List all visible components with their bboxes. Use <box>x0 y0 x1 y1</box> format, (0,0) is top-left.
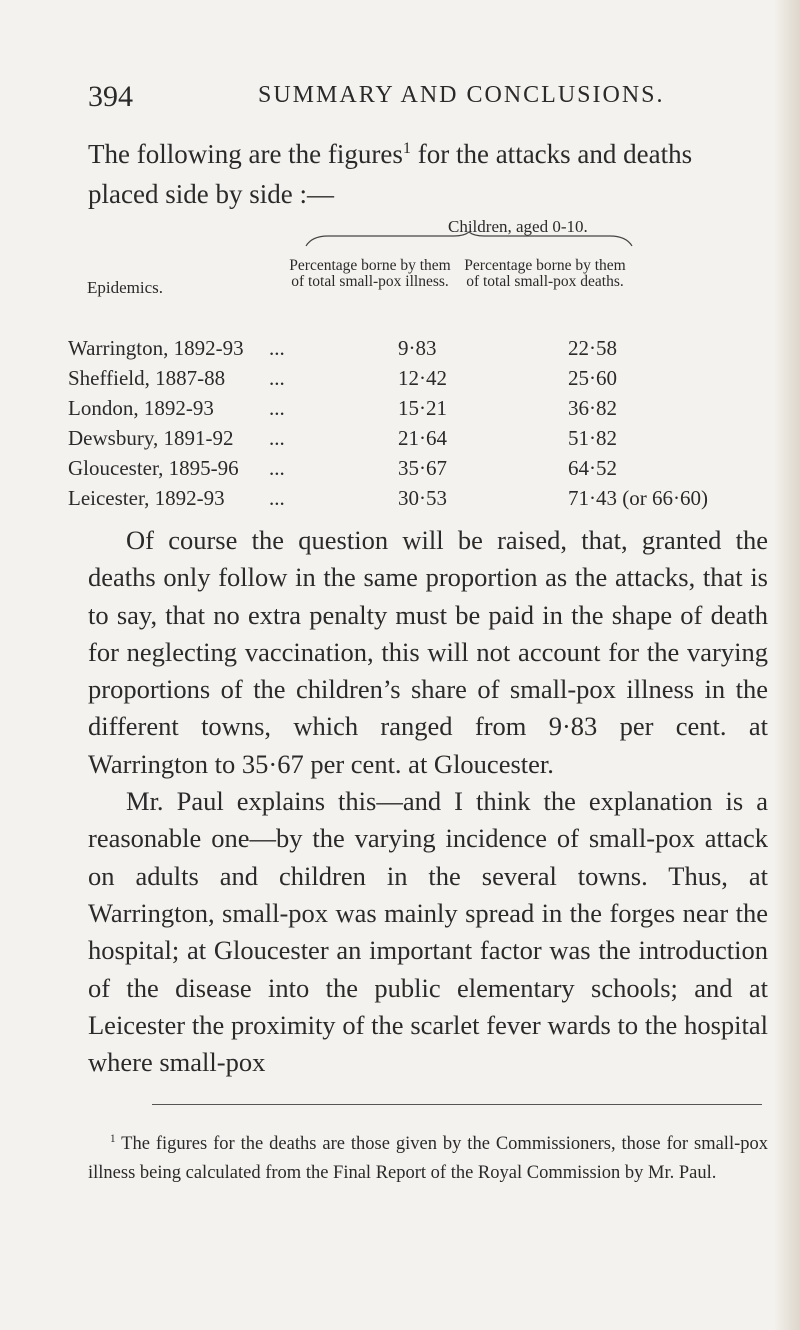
leader-dots: ... <box>269 366 285 390</box>
table-row <box>68 426 788 453</box>
intro-text-continued: for the attacks and deaths placed side by side :— <box>88 139 693 209</box>
illness-value: 21·64 <box>398 426 447 450</box>
page-number: 394 <box>88 80 133 113</box>
intro-text: The following are the figures <box>88 139 403 169</box>
footnote <box>88 1130 768 1187</box>
heading-brace <box>304 232 634 254</box>
town-cell: Gloucester, 1895-96 <box>68 456 239 480</box>
table-row <box>68 366 788 393</box>
deaths-value: 64·52 <box>568 456 617 480</box>
table-row <box>68 396 788 423</box>
deaths-column-heading: Percentage borne by them of total small-pox deaths. <box>464 257 626 290</box>
footnote-rule <box>152 1104 762 1105</box>
town-cell: Dewsbury, 1891-92 <box>68 426 234 450</box>
page-header <box>88 80 728 120</box>
deaths-value: 51·82 <box>568 426 617 450</box>
illness-value: 12·42 <box>398 366 447 390</box>
intro-paragraph <box>88 134 768 214</box>
footnote-text: The figures for the deaths are those given by the Commissioners, those for small-pox illness being calculated from the Final Report of the Royal Commission by Mr. Paul. <box>88 1134 768 1183</box>
body-text <box>88 522 768 1081</box>
footnote-mark: 1 <box>110 1132 116 1145</box>
running-head: SUMMARY AND CONCLUSIONS. <box>258 82 665 108</box>
body-paragraph-2: Mr. Paul explains this—and I think the explanation is a reasonable one—by the varying incidence of small-pox attack on adults and children in the several towns. Thus, at Warrington, small-pox was mainly spread in the forges near the hospital; at Gloucester an important factor was the introduction of the disease into the public elementary schools; and at Leicester the proximity of the scarlet fever wards to the hospital where small-pox <box>88 786 768 1078</box>
epidemics-column-heading: Epidemics. <box>87 278 164 297</box>
body-paragraph-1: Of course the question will be raised, that, granted the deaths only follow in the same proportion as the attacks, that is to say, that no extra penalty must be paid in the shape of death for neglecting vaccination, this will not account for the varying proportions of the children’s share of small-pox illness in the different towns, which ranged from 9·83 per cent. at Warrington to 35·67 per cent. at Gloucester. <box>88 525 768 779</box>
table-row <box>68 336 788 363</box>
illness-value: 9·83 <box>398 336 437 360</box>
deaths-value: 22·58 <box>568 336 617 360</box>
town-cell: London, 1892-93 <box>68 396 214 420</box>
illness-value: 30·53 <box>398 486 447 510</box>
footnote-reference: 1 <box>402 139 411 157</box>
table-group-heading: Children, aged 0-10. <box>448 217 588 236</box>
leader-dots: ... <box>269 426 285 450</box>
town-cell: Leicester, 1892-93 <box>68 486 225 510</box>
illness-value: 15·21 <box>398 396 447 420</box>
deaths-value: 36·82 <box>568 396 617 420</box>
leader-dots: ... <box>269 336 285 360</box>
table-row <box>68 486 788 513</box>
leader-dots: ... <box>269 396 285 420</box>
leader-dots: ... <box>269 456 285 480</box>
deaths-value: 25·60 <box>568 366 617 390</box>
table-row <box>68 456 788 483</box>
illness-value: 35·67 <box>398 456 447 480</box>
town-cell: Sheffield, 1887-88 <box>68 366 226 390</box>
illness-column-heading: Percentage borne by them of total small-pox illness. <box>289 257 451 290</box>
page-edge-shadow <box>774 0 800 1330</box>
town-cell: Warrington, 1892-93 <box>68 336 244 360</box>
leader-dots: ... <box>269 486 285 510</box>
deaths-value: 71·43 (or 66·60) <box>568 486 708 510</box>
